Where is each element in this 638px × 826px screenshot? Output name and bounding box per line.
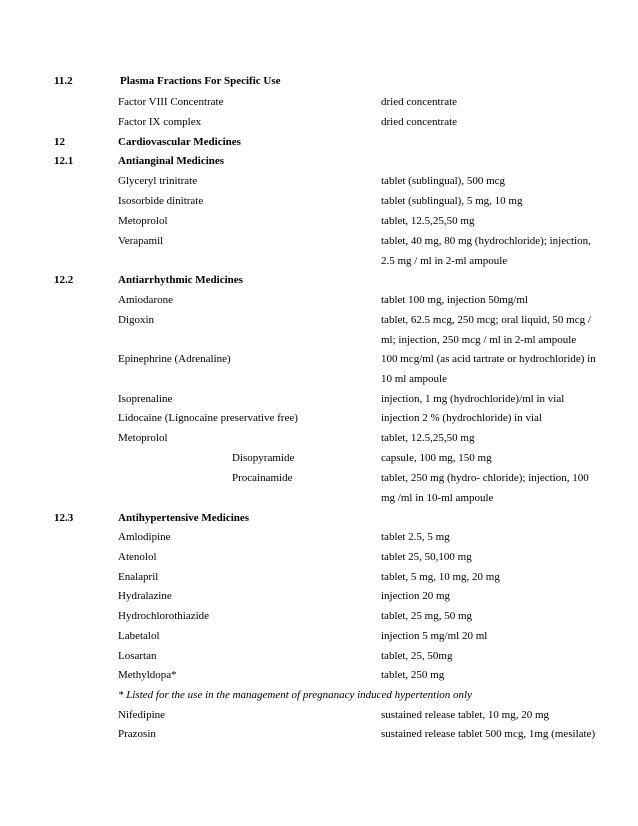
medicine-name: Isoprenaline bbox=[118, 393, 173, 405]
medicine-spec: tablet, 25, 50mg bbox=[381, 650, 453, 662]
medicine-name: Hydralazine bbox=[118, 590, 172, 602]
medicine-spec: capsule, 100 mg, 150 mg bbox=[381, 452, 492, 464]
medicine-spec: mg /ml in 10-ml ampoule bbox=[381, 492, 494, 504]
medicine-name: Lidocaine (Lignocaine preservative free) bbox=[118, 412, 298, 424]
section-code: 12.1 bbox=[54, 155, 74, 167]
medicine-spec: dried concentrate bbox=[381, 96, 458, 108]
medicine-name: Atenolol bbox=[118, 551, 157, 563]
section-title: Antihypertensive Medicines bbox=[118, 512, 250, 524]
medicine-spec: injection, 1 mg (hydrochloride)/ml in vial bbox=[381, 393, 565, 405]
section-title: Antiarrhythmic Medicines bbox=[118, 274, 243, 286]
medicine-name: Digoxin bbox=[118, 314, 155, 326]
medicine-name: Glyceryl trinitrate bbox=[118, 175, 198, 187]
medicine-spec: tablet, 12.5,25,50 mg bbox=[381, 215, 475, 227]
medicine-spec: ml; injection, 250 mcg / ml in 2-ml ampoule bbox=[381, 334, 577, 346]
medicine-spec: tablet 2.5, 5 mg bbox=[381, 531, 450, 543]
section-title: Cardiovascular Medicines bbox=[118, 136, 241, 148]
medicine-name: Enalapril bbox=[118, 571, 159, 583]
medicine-spec: injection 2 % (hydrochloride) in vial bbox=[381, 412, 542, 424]
medicine-name: Metoprolol bbox=[118, 215, 168, 227]
medicine-name: Metoprolol bbox=[118, 432, 168, 444]
medicine-spec: tablet (sublingual), 500 mcg bbox=[381, 175, 506, 187]
section-title: Plasma Fractions For Specific Use bbox=[120, 75, 281, 87]
medicine-spec: 2.5 mg / ml in 2-ml ampoule bbox=[381, 255, 508, 267]
section-code: 12 bbox=[54, 136, 65, 148]
medicine-spec: sustained release tablet 500 mcg, 1mg (mesilate) bbox=[381, 728, 596, 740]
medicine-spec: tablet, 40 mg, 80 mg (hydrochloride); injection, bbox=[381, 235, 591, 247]
medicine-spec: injection 20 mg bbox=[381, 590, 451, 602]
medicine-name: Disopyramide bbox=[232, 452, 295, 464]
medicine-name: Hydrochlorothiazide bbox=[118, 610, 210, 622]
medicine-name: Factor VIII Concentrate bbox=[118, 96, 224, 108]
medicine-name: Amlodipine bbox=[118, 531, 171, 543]
medicine-name: Isosorbide dinitrate bbox=[118, 195, 204, 207]
medicine-name: Amiodarone bbox=[118, 294, 173, 306]
medicine-spec: injection 5 mg/ml 20 ml bbox=[381, 630, 488, 642]
medicine-name: Epinephrine (Adrenaline) bbox=[118, 353, 231, 365]
medicine-spec: tablet, 250 mg (hydro- chloride); injection, 100 bbox=[381, 472, 589, 484]
medicine-spec: tablet, 12.5,25,50 mg bbox=[381, 432, 475, 444]
medicine-spec: 10 ml ampoule bbox=[381, 373, 447, 385]
medicine-name: Prazosin bbox=[118, 728, 156, 740]
section-title: Antianginal Medicines bbox=[118, 155, 225, 167]
medicine-name: Methyldopa* bbox=[118, 669, 177, 681]
medicine-spec: dried concentrate bbox=[381, 116, 458, 128]
medicine-name: Factor IX complex bbox=[118, 116, 202, 128]
medicine-spec: 100 mcg/ml (as acid tartrate or hydrochloride) in bbox=[381, 353, 596, 365]
section-code: 12.2 bbox=[54, 274, 74, 286]
medicine-spec: tablet 100 mg, injection 50mg/ml bbox=[381, 294, 528, 306]
medicine-spec: tablet, 62.5 mcg, 250 mcg; oral liquid, 50 mcg / bbox=[381, 314, 591, 326]
medicine-name: Procainamide bbox=[232, 472, 293, 484]
footnote: * Listed for the use in the management of pregnanacy induced hypertention only bbox=[118, 689, 472, 701]
section-code: 12.3 bbox=[54, 512, 74, 524]
medicine-spec: tablet 25, 50,100 mg bbox=[381, 551, 472, 563]
medicine-name: Verapamil bbox=[118, 235, 164, 247]
section-code: 11.2 bbox=[54, 75, 73, 87]
medicine-name: Labetalol bbox=[118, 630, 160, 642]
medicine-name: Losartan bbox=[118, 650, 157, 662]
medicine-name: Nifedipine bbox=[118, 709, 166, 721]
medicine-spec: sustained release tablet, 10 mg, 20 mg bbox=[381, 709, 550, 721]
medicine-spec: tablet, 25 mg, 50 mg bbox=[381, 610, 473, 622]
medicine-spec: tablet, 5 mg, 10 mg, 20 mg bbox=[381, 571, 500, 583]
medicine-spec: tablet (sublingual), 5 mg, 10 mg bbox=[381, 195, 523, 207]
medicine-spec: tablet, 250 mg bbox=[381, 669, 445, 681]
